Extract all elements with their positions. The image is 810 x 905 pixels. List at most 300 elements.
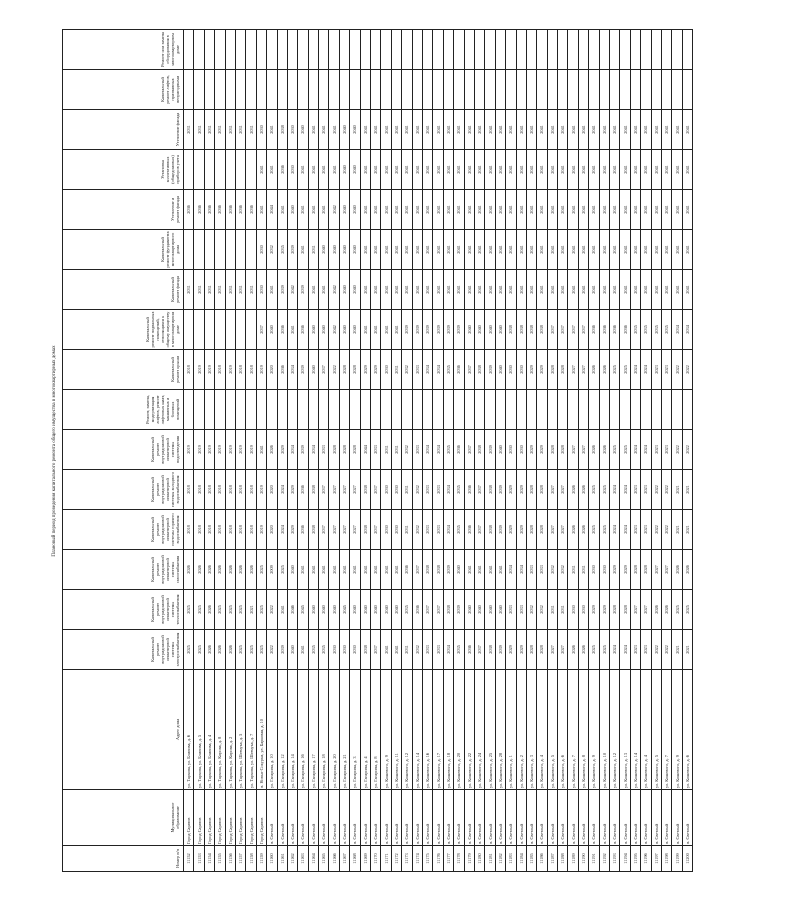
- year-cell: 2031: [225, 110, 235, 150]
- year-cell: 2022: [267, 590, 277, 630]
- column-header: [63, 190, 184, 230]
- year-cell: 2026: [246, 550, 256, 590]
- year-cell: 2040: [339, 110, 349, 150]
- year-cell: [412, 70, 422, 110]
- year-cell: 2041: [422, 270, 432, 310]
- year-cell: 2041: [422, 150, 432, 190]
- year-cell: 2041: [672, 190, 682, 230]
- year-cell: 2041: [381, 630, 391, 670]
- year-cell: 2041: [516, 150, 526, 190]
- year-cell: 2028: [537, 470, 547, 510]
- year-cell: 2026: [204, 630, 214, 670]
- table-row: [610, 30, 620, 872]
- year-cell: 2030: [516, 350, 526, 390]
- table-row: [433, 30, 443, 872]
- year-cell: 2039: [454, 310, 464, 350]
- column-header-label: Капитальный ремонт крыши: [170, 356, 180, 383]
- year-cell: 2031: [194, 110, 204, 150]
- year-cell: 2041: [474, 270, 484, 310]
- year-cell: 2041: [474, 110, 484, 150]
- year-cell: 2018: [215, 470, 225, 510]
- column-header-label: Капитальный ремонт внутридомовой инженерной системы водоотведения: [150, 435, 180, 464]
- year-cell: 2041: [526, 270, 536, 310]
- municipality-cell: п. Светлый: [599, 790, 609, 846]
- year-cell: [215, 390, 225, 430]
- row-number: 11198: [661, 846, 671, 872]
- year-cell: [547, 390, 557, 430]
- table-row: [454, 30, 464, 872]
- year-cell: [350, 390, 360, 430]
- year-cell: [371, 390, 381, 430]
- year-cell: 2040: [319, 310, 329, 350]
- year-cell: 2019: [194, 350, 204, 390]
- year-cell: 2030: [506, 430, 516, 470]
- column-header-label: Капитальный ремонт подвальных помещений, относящихся к общему имуществу в многоквартирном доме: [145, 311, 180, 348]
- year-cell: 2023: [641, 470, 651, 510]
- year-cell: [184, 150, 194, 190]
- year-cell: 2041: [443, 110, 453, 150]
- table-row: [267, 30, 277, 872]
- year-cell: 2038: [443, 590, 453, 630]
- year-cell: 2037: [256, 310, 266, 350]
- year-cell: 2041: [495, 550, 505, 590]
- year-cell: 2035: [454, 510, 464, 550]
- year-cell: 2041: [402, 230, 412, 270]
- year-cell: 2036: [589, 310, 599, 350]
- year-cell: 2041: [661, 190, 671, 230]
- year-cell: 2041: [630, 150, 640, 190]
- year-cell: 2040: [350, 190, 360, 230]
- address-cell: ул. Гагарина, д. 3: [350, 670, 360, 790]
- year-cell: 2035: [651, 310, 661, 350]
- year-cell: 2025: [225, 590, 235, 630]
- year-cell: 2038: [360, 470, 370, 510]
- year-cell: 2036: [277, 150, 287, 190]
- year-cell: 2041: [277, 590, 287, 630]
- year-cell: 2030: [599, 550, 609, 590]
- year-cell: 2041: [589, 190, 599, 230]
- year-cell: 2041: [485, 110, 495, 150]
- address-cell: ул. Кошевого, д. 1: [506, 670, 516, 790]
- year-cell: 2030: [516, 430, 526, 470]
- year-cell: 2030: [391, 510, 401, 550]
- year-cell: 2018: [204, 510, 214, 550]
- year-cell: 2024: [277, 510, 287, 550]
- year-cell: [672, 30, 682, 70]
- year-cell: 2020: [267, 350, 277, 390]
- year-cell: 2041: [391, 230, 401, 270]
- year-cell: 2029: [277, 430, 287, 470]
- year-cell: 2031: [547, 590, 557, 630]
- year-cell: 2041: [526, 190, 536, 230]
- year-cell: 2022: [651, 510, 661, 550]
- year-cell: 2023: [630, 510, 640, 550]
- year-cell: 2041: [630, 110, 640, 150]
- year-cell: [246, 70, 256, 110]
- year-cell: [298, 30, 308, 70]
- year-cell: 2041: [454, 270, 464, 310]
- year-cell: 2018: [194, 510, 204, 550]
- year-cell: 2041: [672, 230, 682, 270]
- year-cell: [339, 70, 349, 110]
- municipality-cell: п. Светлый: [610, 790, 620, 846]
- year-cell: 2029: [516, 510, 526, 550]
- address-cell: ул. Гагарина, д. 14: [287, 670, 297, 790]
- year-cell: [277, 30, 287, 70]
- year-cell: 2040: [391, 590, 401, 630]
- year-cell: 2019: [235, 430, 245, 470]
- row-number: 11175: [422, 846, 432, 872]
- municipality-cell: п. Светлый: [381, 790, 391, 846]
- row-number: 11184: [516, 846, 526, 872]
- year-cell: 2018: [225, 470, 235, 510]
- year-cell: 2036: [610, 310, 620, 350]
- municipality-cell: п. Светлый: [433, 790, 443, 846]
- year-cell: 2041: [682, 190, 692, 230]
- year-cell: 2019: [204, 430, 214, 470]
- municipality-cell: п. Светлый: [558, 790, 568, 846]
- year-cell: [454, 30, 464, 70]
- year-cell: [672, 70, 682, 110]
- year-cell: [360, 70, 370, 110]
- year-cell: 2041: [506, 270, 516, 310]
- year-cell: 2041: [371, 190, 381, 230]
- municipality-cell: п. Светлый: [277, 790, 287, 846]
- year-cell: 2039: [298, 350, 308, 390]
- year-cell: 2041: [402, 150, 412, 190]
- year-cell: 2041: [610, 110, 620, 150]
- year-cell: 2037: [568, 310, 578, 350]
- year-cell: [526, 390, 536, 430]
- address-cell: ул. Кошевого, д. 18: [443, 670, 453, 790]
- year-cell: 2041: [495, 190, 505, 230]
- year-cell: 2041: [641, 270, 651, 310]
- year-cell: 2041: [682, 230, 692, 270]
- year-cell: 2036: [464, 510, 474, 550]
- year-cell: 2022: [672, 430, 682, 470]
- year-cell: 2036: [298, 310, 308, 350]
- year-cell: 2018: [215, 350, 225, 390]
- year-cell: 2041: [547, 190, 557, 230]
- year-cell: 2028: [547, 350, 557, 390]
- year-cell: 2044: [360, 430, 370, 470]
- address-cell: ул. Кошевого, д. 5: [651, 670, 661, 790]
- year-cell: 2041: [495, 150, 505, 190]
- row-number: 11173: [402, 846, 412, 872]
- year-cell: 2026: [225, 630, 235, 670]
- year-cell: 2026: [578, 630, 588, 670]
- year-cell: 2040: [339, 310, 349, 350]
- year-cell: [256, 390, 266, 430]
- year-cell: [267, 70, 277, 110]
- year-cell: 2033: [412, 350, 422, 390]
- year-cell: [568, 390, 578, 430]
- year-cell: [277, 70, 287, 110]
- year-cell: [256, 30, 266, 70]
- year-cell: 2032: [402, 350, 412, 390]
- year-cell: [641, 390, 651, 430]
- year-cell: 2027: [547, 630, 557, 670]
- year-cell: [537, 30, 547, 70]
- year-cell: 2040: [319, 590, 329, 630]
- year-cell: [558, 70, 568, 110]
- municipality-cell: Город Саратов: [215, 790, 225, 846]
- year-cell: [215, 150, 225, 190]
- year-cell: [516, 70, 526, 110]
- year-cell: [443, 30, 453, 70]
- year-cell: 2027: [547, 510, 557, 550]
- year-cell: 2032: [537, 590, 547, 630]
- table-row: [350, 30, 360, 872]
- year-cell: 2041: [620, 110, 630, 150]
- table-row: [558, 30, 568, 872]
- table-row: [599, 30, 609, 872]
- year-cell: 2031: [391, 430, 401, 470]
- year-cell: 2041: [298, 150, 308, 190]
- year-cell: 2041: [485, 270, 495, 310]
- year-cell: [443, 70, 453, 110]
- municipality-cell: п. Светлый: [391, 790, 401, 846]
- column-header: [63, 550, 184, 590]
- year-cell: [339, 30, 349, 70]
- year-cell: 2041: [308, 190, 318, 230]
- table-row: [464, 30, 474, 872]
- year-cell: 2041: [526, 150, 536, 190]
- year-cell: 2041: [402, 270, 412, 310]
- year-cell: 2026: [578, 510, 588, 550]
- column-header: [63, 670, 184, 790]
- year-cell: 2041: [589, 150, 599, 190]
- year-cell: 2041: [558, 270, 568, 310]
- year-cell: [215, 30, 225, 70]
- year-cell: 2035: [641, 310, 651, 350]
- year-cell: 2027: [651, 550, 661, 590]
- address-cell: ул. Кошевого, д. 4: [537, 670, 547, 790]
- address-cell: ул. Гагарина, д. 16: [298, 670, 308, 790]
- year-cell: 2040: [339, 190, 349, 230]
- year-cell: [682, 70, 692, 110]
- column-header-label: Ремонт, замена, модернизация лифтов, ремонт лифтовых шахт, машинных и блочных помещений: [145, 394, 180, 425]
- year-cell: [329, 70, 339, 110]
- year-cell: 2039: [495, 630, 505, 670]
- year-cell: 2036: [298, 510, 308, 550]
- year-cell: 2041: [526, 230, 536, 270]
- year-cell: [194, 310, 204, 350]
- year-cell: 2028: [558, 350, 568, 390]
- year-cell: [215, 310, 225, 350]
- year-cell: [402, 390, 412, 430]
- row-number: 11190: [578, 846, 588, 872]
- table-row: [641, 30, 651, 872]
- year-cell: 2040: [350, 230, 360, 270]
- year-cell: 2030: [287, 150, 297, 190]
- year-cell: 2041: [308, 270, 318, 310]
- year-cell: 2040: [287, 190, 297, 230]
- municipality-cell: п. Светлый: [402, 790, 412, 846]
- column-header-label: Утепление фасада: [175, 112, 180, 147]
- year-cell: 2041: [371, 150, 381, 190]
- year-cell: 2041: [558, 230, 568, 270]
- address-cell: ул. Гагарина, д. 18: [319, 670, 329, 790]
- address-cell: ул. Гагарина, д. 20: [329, 670, 339, 790]
- table-row: [506, 30, 516, 872]
- year-cell: 2041: [610, 270, 620, 310]
- year-cell: 2036: [412, 590, 422, 630]
- year-cell: [194, 70, 204, 110]
- year-cell: 2038: [277, 110, 287, 150]
- year-cell: 2041: [464, 150, 474, 190]
- table-row: [526, 30, 536, 872]
- year-cell: 2021: [246, 590, 256, 630]
- year-cell: 2035: [308, 630, 318, 670]
- year-cell: [433, 70, 443, 110]
- year-cell: 2036: [298, 470, 308, 510]
- year-cell: 2041: [578, 150, 588, 190]
- year-cell: [308, 70, 318, 110]
- year-cell: 2039: [443, 550, 453, 590]
- year-cell: 2041: [682, 110, 692, 150]
- year-cell: 2041: [610, 150, 620, 190]
- year-cell: 2038: [485, 630, 495, 670]
- year-cell: 2041: [516, 190, 526, 230]
- year-cell: 2041: [599, 190, 609, 230]
- year-cell: 2036: [464, 630, 474, 670]
- table-row: [537, 30, 547, 872]
- address-cell: п. Новые Сокурки, ул. Барковая, д. 10: [256, 670, 266, 790]
- year-cell: 2024: [610, 630, 620, 670]
- year-cell: 2033: [412, 430, 422, 470]
- year-cell: 2033: [371, 430, 381, 470]
- table-row: [412, 30, 422, 872]
- municipality-cell: Город Саратов: [225, 790, 235, 846]
- municipality-cell: п. Светлый: [537, 790, 547, 846]
- year-cell: 2026: [215, 630, 225, 670]
- year-cell: [381, 30, 391, 70]
- table-row: [329, 30, 339, 872]
- year-cell: [319, 390, 329, 430]
- year-cell: 2041: [360, 150, 370, 190]
- year-cell: 2022: [329, 350, 339, 390]
- year-cell: [246, 150, 256, 190]
- year-cell: 2022: [651, 630, 661, 670]
- year-cell: 2041: [256, 190, 266, 230]
- year-cell: 2040: [350, 270, 360, 310]
- year-cell: 2026: [599, 430, 609, 470]
- year-cell: 2041: [454, 110, 464, 150]
- year-cell: [329, 390, 339, 430]
- year-cell: 2038: [516, 310, 526, 350]
- year-cell: 2038: [506, 310, 516, 350]
- year-cell: 2041: [568, 150, 578, 190]
- year-cell: [599, 390, 609, 430]
- year-cell: 2041: [630, 270, 640, 310]
- year-cell: 2041: [267, 270, 277, 310]
- year-cell: 2041: [599, 150, 609, 190]
- year-cell: 2041: [537, 150, 547, 190]
- address-cell: ул. Тархова, ул. Кирова, д. 8: [215, 670, 225, 790]
- year-cell: 2028: [620, 590, 630, 630]
- column-header: [63, 110, 184, 150]
- municipality-cell: п. Светлый: [485, 790, 495, 846]
- year-cell: 2041: [641, 150, 651, 190]
- year-cell: 2038: [433, 550, 443, 590]
- year-cell: 2023: [661, 350, 671, 390]
- year-cell: 2032: [558, 550, 568, 590]
- table-row: [630, 30, 640, 872]
- year-cell: [672, 390, 682, 430]
- year-cell: 2025: [256, 590, 266, 630]
- year-cell: 2040: [495, 310, 505, 350]
- year-cell: 2040: [308, 310, 318, 350]
- year-cell: 2035: [661, 310, 671, 350]
- year-cell: 2024: [630, 430, 640, 470]
- year-cell: 2041: [329, 110, 339, 150]
- year-cell: 2025: [184, 630, 194, 670]
- year-cell: 2031: [184, 110, 194, 150]
- year-cell: [474, 390, 484, 430]
- year-cell: 2032: [412, 630, 422, 670]
- year-cell: [194, 150, 204, 190]
- column-header: [63, 630, 184, 670]
- year-cell: [225, 230, 235, 270]
- year-cell: [599, 30, 609, 70]
- document-title: Плановый период проведения капитального ремонта общего имущества в многоквартирных домах: [52, 345, 57, 557]
- year-cell: 2031: [194, 270, 204, 310]
- year-cell: 2019: [256, 350, 266, 390]
- year-cell: [610, 70, 620, 110]
- year-cell: 2041: [360, 310, 370, 350]
- year-cell: 2041: [610, 230, 620, 270]
- year-cell: [246, 30, 256, 70]
- year-cell: 2041: [298, 550, 308, 590]
- year-cell: 2020: [267, 470, 277, 510]
- year-cell: 2041: [474, 150, 484, 190]
- year-cell: [620, 390, 630, 430]
- year-cell: 2029: [526, 350, 536, 390]
- year-cell: 2041: [433, 150, 443, 190]
- table-row: [287, 30, 297, 872]
- table-row: [589, 30, 599, 872]
- year-cell: 2036: [620, 310, 630, 350]
- year-cell: [277, 390, 287, 430]
- municipality-cell: п. Светлый: [267, 790, 277, 846]
- year-cell: 2041: [287, 310, 297, 350]
- year-cell: 2018: [246, 470, 256, 510]
- row-number: 11191: [589, 846, 599, 872]
- year-cell: 2030: [256, 270, 266, 310]
- column-header: [63, 270, 184, 310]
- year-cell: 2041: [599, 230, 609, 270]
- table-row: [568, 30, 578, 872]
- year-cell: 2027: [558, 470, 568, 510]
- column-header-label: Капитальный ремонт внутридомовой инженерной системы холодного водоснабжения: [150, 471, 180, 508]
- year-cell: 2041: [267, 110, 277, 150]
- year-cell: 2040: [350, 310, 360, 350]
- year-cell: [235, 70, 245, 110]
- year-cell: 2040: [287, 630, 297, 670]
- year-cell: 2041: [360, 230, 370, 270]
- year-cell: 2025: [194, 590, 204, 630]
- year-cell: [422, 390, 432, 430]
- year-cell: 2041: [298, 230, 308, 270]
- address-cell: ул. Кошевого, д. 25: [485, 670, 495, 790]
- year-cell: 2041: [256, 150, 266, 190]
- year-cell: [235, 390, 245, 430]
- year-cell: 2041: [537, 230, 547, 270]
- year-cell: 2037: [371, 470, 381, 510]
- year-cell: 2041: [547, 150, 557, 190]
- municipality-cell: п. Светлый: [464, 790, 474, 846]
